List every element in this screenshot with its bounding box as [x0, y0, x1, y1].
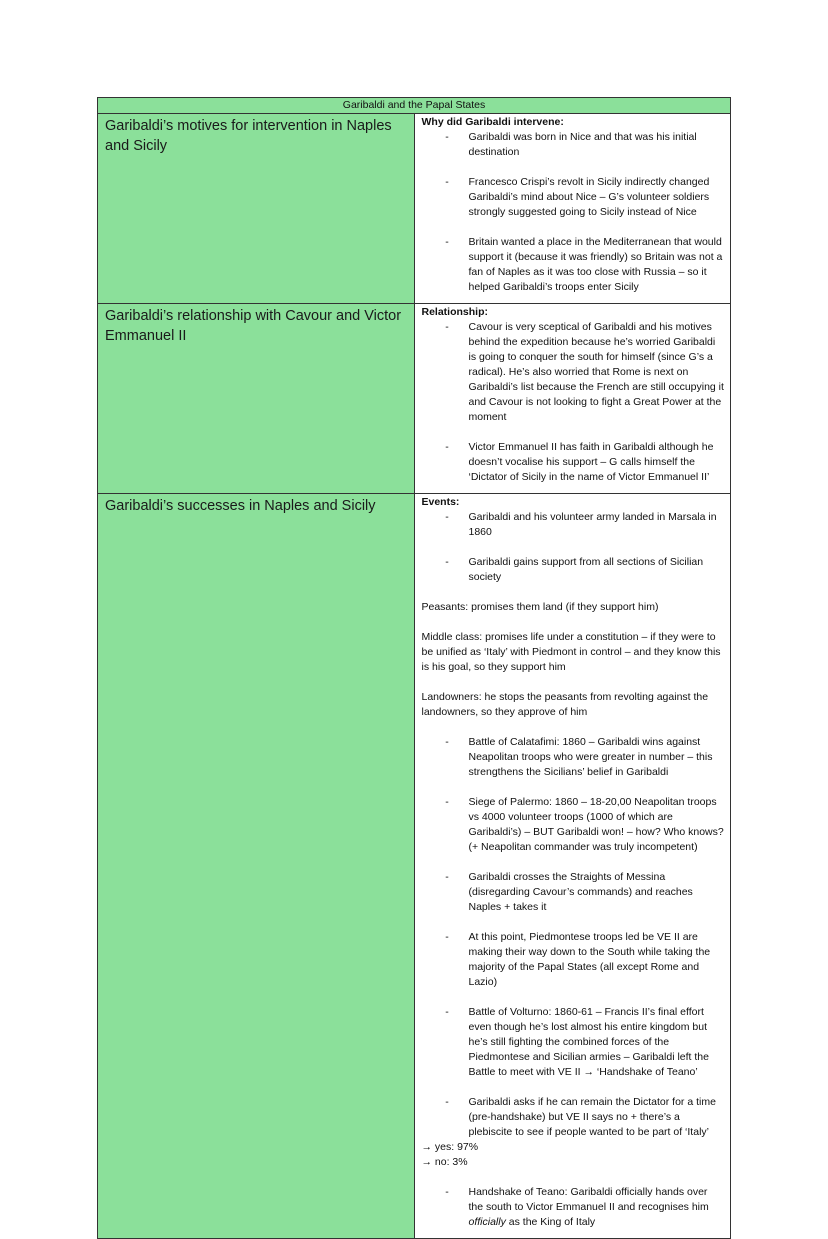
dash-bullet: - — [445, 131, 449, 143]
notes-table — [97, 97, 731, 1239]
bullet-item — [422, 1185, 725, 1230]
bullet-item: - Battle of Calatafimi: 1860 – Garibaldi wins against Neapolitan troops who were greater in number – this strengthens the Sicilians’ belief in Garibaldi — [422, 735, 725, 780]
bullet-item: - Garibaldi asks if he can remain the Dictator for a time (pre-handshake) but VE II says no + there’s a plebiscite to see if people wanted to be part of ‘Italy’ — [422, 1095, 725, 1140]
dash-bullet: - — [445, 511, 449, 523]
paragraph: Peasants: promises them land (if they support him) — [421, 601, 659, 613]
table-row — [98, 114, 731, 304]
row-content-motives — [414, 114, 731, 304]
table-row — [98, 304, 731, 494]
section-heading: Why did Garibaldi intervene: — [421, 116, 564, 128]
dash-bullet: - — [445, 556, 449, 568]
bullet-item: - Garibaldi was born in Nice and that was his initial destination — [422, 130, 725, 160]
emphasis-text: officially — [468, 1216, 506, 1228]
dash-bullet: - — [445, 176, 449, 188]
result-yes: → yes: 97% — [421, 1141, 479, 1153]
row-label-motives: Garibaldi’s motives for intervention in Naples and Sicily — [98, 114, 415, 304]
bullet-item: - Garibaldi and his volunteer army landed in Marsala in 1860 — [422, 510, 725, 540]
dash-bullet: - — [445, 1096, 449, 1108]
bullet-item: - At this point, Piedmontese troops led be VE II are making their way down to the South while taking the majority of the Papal States (all except Rome and Lazio) — [422, 930, 725, 990]
dash-bullet: - — [445, 1186, 449, 1198]
result-no: → no: 3% — [421, 1156, 468, 1168]
bullet-item: - Garibaldi crosses the Straights of Messina (disregarding Cavour’s commands) and reaches Naples + takes it — [422, 870, 725, 915]
bullet-item: - Victor Emmanuel II has faith in Garibaldi although he doesn’t vocalise his support – G calls himself the ‘Dictator of Sicily in the name of Victor Emmanuel II’ — [422, 440, 725, 485]
dash-bullet: - — [445, 236, 449, 248]
title-row — [98, 98, 731, 114]
bullet-item: - Siege of Palermo: 1860 – 18-20,00 Neapolitan troops vs 4000 volunteer troops (1000 of which are Garibaldi’s) – BUT Garibaldi won! – how? Who knows? (+ Neapolitan commander was truly incompetent) — [422, 795, 725, 855]
dash-bullet: - — [445, 321, 449, 333]
table-row — [98, 494, 731, 1239]
bullet-item: - Francesco Crispi’s revolt in Sicily indirectly changed Garibaldi’s mind about Nice – G’s volunteer soldiers strongly suggested going to Sicily instead of Nice — [422, 175, 725, 220]
row-label-relationship: Garibaldi’s relationship with Cavour and Victor Emmanuel II — [98, 304, 415, 494]
paragraph: Middle class: promises life under a constitution – if they were to be unified as ‘Italy’ with Piedmont in control – and they know this is his goal, so they support him — [421, 631, 721, 673]
dash-bullet: - — [445, 736, 449, 748]
section-heading: Relationship: — [421, 306, 489, 318]
final-bullet-text: Handshake of Teano: Garibaldi officially hands over the south to Victor Emmanuel II and recognises him officially as the King of Italy — [468, 1186, 709, 1228]
dash-bullet: - — [445, 871, 449, 883]
bullet-item: - Cavour is very sceptical of Garibaldi and his motives behind the expedition because he’s worried Garibaldi is going to conquer the south for himself (since G’s a radical). He’s also worried that Rome is next on Garibaldi’s list because the French are still occupying it and Cavour is not looking to fight a Great Power at the moment — [422, 320, 725, 425]
table-title: Garibaldi and the Papal States — [98, 98, 731, 114]
section-heading: Events: — [421, 496, 460, 508]
dash-bullet: - — [445, 931, 449, 943]
bullet-item: - Garibaldi gains support from all sections of Sicilian society — [422, 555, 725, 585]
bullet-item: - Britain wanted a place in the Mediterranean that would support it (because it was friendly) so Britain was not a fan of Naples as it was too close with Russia – so it helped Garibaldi’s troops enter Sicily — [422, 235, 725, 295]
row-content-successes — [414, 494, 731, 1239]
bullet-item: - Battle of Volturno: 1860-61 – Francis II’s final effort even though he’s lost almost his entire kingdom but he’s still fighting the combined forces of the Piedmontese and Sicilian armies – Garibaldi left the Battle to meet with VE II → ‘Handshake of Teano’ — [422, 1005, 725, 1080]
dash-bullet: - — [445, 441, 449, 453]
row-content-relationship — [414, 304, 731, 494]
row-label-successes: Garibaldi’s successes in Naples and Sicily — [98, 494, 415, 1239]
paragraph: Landowners: he stops the peasants from revolting against the landowners, so they approve of him — [421, 691, 709, 718]
dash-bullet: - — [445, 1006, 449, 1018]
dash-bullet: - — [445, 796, 449, 808]
